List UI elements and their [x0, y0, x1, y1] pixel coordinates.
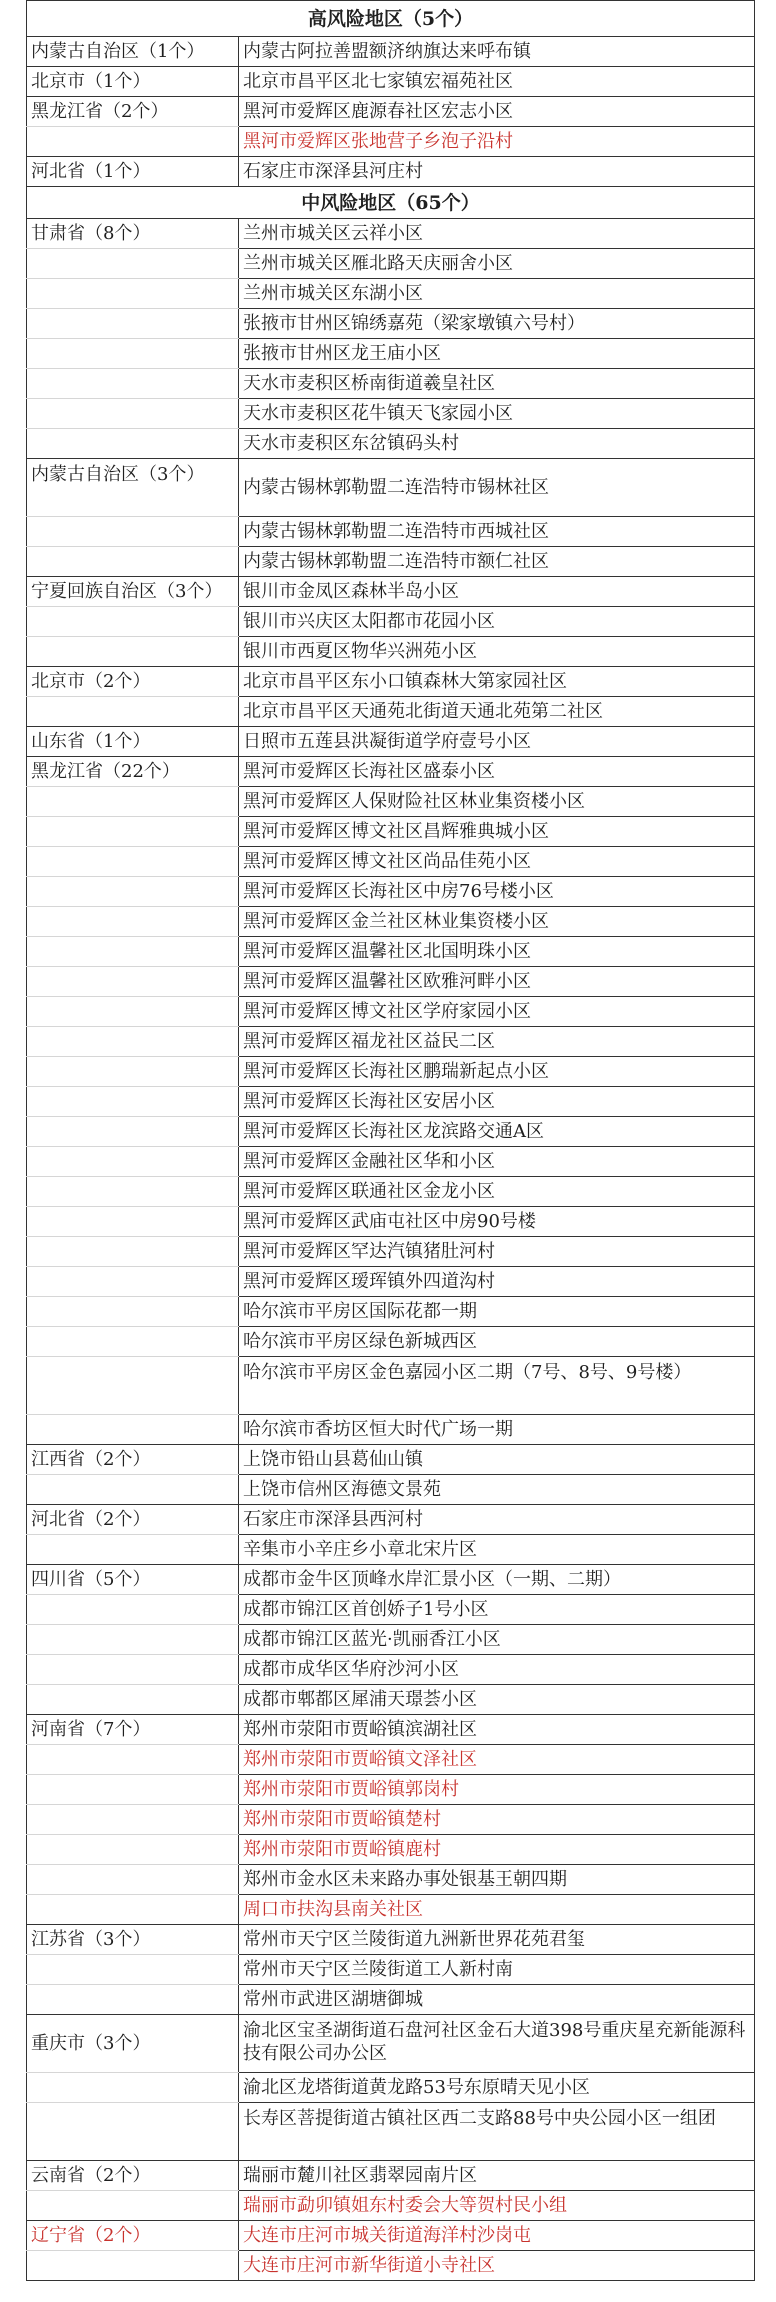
province-cell-empty	[27, 787, 239, 817]
area-cell: 黑河市爱辉区温馨社区北国明珠小区	[239, 937, 755, 967]
province-cell-empty	[27, 309, 239, 339]
province-cell-empty	[27, 1207, 239, 1237]
area-row	[27, 1985, 755, 2015]
area-cell: 黑河市爱辉区鹿源春社区宏志小区	[239, 97, 755, 127]
area-row	[27, 1505, 755, 1535]
area-cell: 哈尔滨市平房区绿色新城西区	[239, 1327, 755, 1357]
area-cell: 北京市昌平区北七家镇宏福苑社区	[239, 67, 755, 97]
area-row	[27, 1117, 755, 1147]
province-cell-empty	[27, 1475, 239, 1505]
area-cell: 黑河市爱辉区长海社区鹏瑞新起点小区	[239, 1057, 755, 1087]
area-row	[27, 1805, 755, 1835]
area-cell: 渝北区宝圣湖街道石盘河社区金石大道398号重庆星充新能源科技有限公司办公区	[239, 2015, 755, 2073]
area-cell: 郑州市荥阳市贾峪镇滨湖社区	[239, 1715, 755, 1745]
province-cell-empty	[27, 547, 239, 577]
area-cell: 黑河市爱辉区福龙社区益民二区	[239, 1027, 755, 1057]
area-row	[27, 369, 755, 399]
area-row	[27, 127, 755, 157]
province-cell-empty	[27, 1267, 239, 1297]
area-cell: 黑河市爱辉区温馨社区欧雅河畔小区	[239, 967, 755, 997]
area-cell: 成都市锦江区蓝光·凯丽香江小区	[239, 1625, 755, 1655]
area-cell: 黑河市爱辉区张地营子乡泡子沿村	[239, 127, 755, 157]
area-row	[27, 1207, 755, 1237]
province-cell: 北京市（1个）	[27, 67, 239, 97]
area-row	[27, 1475, 755, 1505]
province-cell: 宁夏回族自治区（3个）	[27, 577, 239, 607]
province-cell-empty	[27, 2073, 239, 2103]
area-row	[27, 967, 755, 997]
area-cell: 黑河市爱辉区金融社区华和小区	[239, 1147, 755, 1177]
area-cell: 郑州市荥阳市贾峪镇郭岗村	[239, 1775, 755, 1805]
area-cell: 黑河市爱辉区金兰社区林业集资楼小区	[239, 907, 755, 937]
area-cell: 黑河市爱辉区长海社区安居小区	[239, 1087, 755, 1117]
area-cell: 渝北区龙塔街道黄龙路53号东原晴天见小区	[239, 2073, 755, 2103]
province-cell-empty	[27, 339, 239, 369]
area-cell: 内蒙古锡林郭勒盟二连浩特市锡林社区	[239, 459, 755, 517]
section-title: 高风险地区（5个）	[27, 1, 755, 37]
area-row	[27, 2161, 755, 2191]
area-cell: 张掖市甘州区龙王庙小区	[239, 339, 755, 369]
area-cell: 常州市天宁区兰陵街道工人新村南	[239, 1955, 755, 1985]
area-row	[27, 817, 755, 847]
province-cell-empty	[27, 1087, 239, 1117]
province-cell: 甘肃省（8个）	[27, 219, 239, 249]
province-cell: 河北省（1个）	[27, 157, 239, 187]
area-row	[27, 1327, 755, 1357]
area-row	[27, 1237, 755, 1267]
area-cell: 石家庄市深泽县河庄村	[239, 157, 755, 187]
area-row	[27, 937, 755, 967]
area-row	[27, 339, 755, 369]
area-row	[27, 757, 755, 787]
province-cell-empty	[27, 1117, 239, 1147]
area-row	[27, 637, 755, 667]
province-cell-empty	[27, 1595, 239, 1625]
area-cell: 黑河市爱辉区瑷珲镇外四道沟村	[239, 1267, 755, 1297]
province-cell-empty	[27, 937, 239, 967]
area-row	[27, 1655, 755, 1685]
area-cell: 常州市天宁区兰陵街道九洲新世界花苑君玺	[239, 1925, 755, 1955]
area-cell: 黑河市爱辉区联通社区金龙小区	[239, 1177, 755, 1207]
area-cell: 瑞丽市麓川社区翡翠园南片区	[239, 2161, 755, 2191]
province-cell: 黑龙江省（2个）	[27, 97, 239, 127]
province-cell-empty	[27, 877, 239, 907]
area-row	[27, 1955, 755, 1985]
area-row	[27, 517, 755, 547]
area-cell: 天水市麦积区东岔镇码头村	[239, 429, 755, 459]
area-cell: 郑州市金水区未来路办事处银基王朝四期	[239, 1865, 755, 1895]
area-row	[27, 1745, 755, 1775]
province-cell: 内蒙古自治区（1个）	[27, 37, 239, 67]
area-row	[27, 1445, 755, 1475]
province-cell-empty	[27, 1745, 239, 1775]
area-row	[27, 2251, 755, 2281]
area-row	[27, 399, 755, 429]
province-cell: 辽宁省（2个）	[27, 2221, 239, 2251]
province-cell-empty	[27, 697, 239, 727]
province-cell-empty	[27, 1535, 239, 1565]
area-row	[27, 1357, 755, 1415]
area-cell: 黑河市爱辉区博文社区昌辉雅典城小区	[239, 817, 755, 847]
area-row	[27, 1685, 755, 1715]
province-cell-empty	[27, 1027, 239, 1057]
area-row	[27, 67, 755, 97]
area-row	[27, 249, 755, 279]
province-cell-empty	[27, 517, 239, 547]
area-cell: 上饶市铅山县葛仙山镇	[239, 1445, 755, 1475]
area-cell: 哈尔滨市平房区国际花都一期	[239, 1297, 755, 1327]
area-cell: 上饶市信州区海德文景苑	[239, 1475, 755, 1505]
province-cell: 山东省（1个）	[27, 727, 239, 757]
province-cell-empty	[27, 1147, 239, 1177]
province-cell-empty	[27, 279, 239, 309]
province-cell: 河南省（7个）	[27, 1715, 239, 1745]
area-row	[27, 547, 755, 577]
area-cell: 哈尔滨市平房区金色嘉园小区二期（7号、8号、9号楼）	[239, 1357, 755, 1415]
province-cell: 四川省（5个）	[27, 1565, 239, 1595]
area-row	[27, 667, 755, 697]
area-row	[27, 1057, 755, 1087]
area-row	[27, 2103, 755, 2161]
area-cell: 北京市昌平区天通苑北街道天通北苑第二社区	[239, 697, 755, 727]
area-row	[27, 219, 755, 249]
section-title: 中风险地区（65个）	[27, 187, 755, 219]
area-row	[27, 1625, 755, 1655]
area-cell: 黑河市爱辉区博文社区学府家园小区	[239, 997, 755, 1027]
province-cell-empty	[27, 1357, 239, 1415]
province-cell-empty	[27, 607, 239, 637]
province-cell-empty	[27, 399, 239, 429]
province-cell-empty	[27, 1775, 239, 1805]
area-cell: 兰州市城关区东湖小区	[239, 279, 755, 309]
area-cell: 黑河市爱辉区长海社区盛泰小区	[239, 757, 755, 787]
area-row	[27, 847, 755, 877]
area-row	[27, 2015, 755, 2073]
province-cell: 云南省（2个）	[27, 2161, 239, 2191]
province-cell-empty	[27, 817, 239, 847]
area-row	[27, 607, 755, 637]
province-cell-empty	[27, 429, 239, 459]
area-row	[27, 1895, 755, 1925]
area-cell: 北京市昌平区东小口镇森林大第家园社区	[239, 667, 755, 697]
area-row	[27, 2073, 755, 2103]
area-cell: 兰州市城关区雁北路天庆丽舍小区	[239, 249, 755, 279]
area-row	[27, 157, 755, 187]
area-cell: 石家庄市深泽县西河村	[239, 1505, 755, 1535]
area-cell: 成都市金牛区顶峰水岸汇景小区（一期、二期）	[239, 1565, 755, 1595]
province-cell-empty	[27, 967, 239, 997]
area-cell: 成都市锦江区首创娇子1号小区	[239, 1595, 755, 1625]
area-cell: 银川市兴庆区太阳都市花园小区	[239, 607, 755, 637]
area-row	[27, 1535, 755, 1565]
area-row	[27, 877, 755, 907]
province-cell-empty	[27, 2191, 239, 2221]
area-row	[27, 1297, 755, 1327]
province-cell-empty	[27, 1895, 239, 1925]
area-row	[27, 1267, 755, 1297]
province-cell-empty	[27, 2103, 239, 2161]
area-cell: 内蒙古锡林郭勒盟二连浩特市额仁社区	[239, 547, 755, 577]
area-cell: 兰州市城关区云祥小区	[239, 219, 755, 249]
area-row	[27, 1865, 755, 1895]
area-cell: 张掖市甘州区锦绣嘉苑（梁家墩镇六号村）	[239, 309, 755, 339]
province-cell-empty	[27, 1865, 239, 1895]
province-cell-empty	[27, 1177, 239, 1207]
province-cell: 北京市（2个）	[27, 667, 239, 697]
section-header-row	[27, 1, 755, 37]
province-cell-empty	[27, 249, 239, 279]
area-cell: 郑州市荥阳市贾峪镇文泽社区	[239, 1745, 755, 1775]
province-cell-empty	[27, 1415, 239, 1445]
province-cell: 重庆市（3个）	[27, 2015, 239, 2073]
area-cell: 黑河市爱辉区长海社区龙滨路交通A区	[239, 1117, 755, 1147]
area-cell: 哈尔滨市香坊区恒大时代广场一期	[239, 1415, 755, 1445]
area-row	[27, 577, 755, 607]
province-cell-empty	[27, 1955, 239, 1985]
area-row	[27, 1415, 755, 1445]
risk-area-table-body	[27, 1, 755, 2281]
area-cell: 内蒙古锡林郭勒盟二连浩特市西城社区	[239, 517, 755, 547]
province-cell: 河北省（2个）	[27, 1505, 239, 1535]
province-cell-empty	[27, 127, 239, 157]
area-row	[27, 1027, 755, 1057]
province-cell-empty	[27, 1057, 239, 1087]
province-cell-empty	[27, 1625, 239, 1655]
area-cell: 银川市金凤区森林半岛小区	[239, 577, 755, 607]
area-row	[27, 1565, 755, 1595]
area-cell: 长寿区菩提街道古镇社区西二支路88号中央公园小区一组团	[239, 2103, 755, 2161]
area-cell: 黑河市爱辉区罕达汽镇猪肚河村	[239, 1237, 755, 1267]
section-header-row	[27, 187, 755, 219]
area-cell: 内蒙古阿拉善盟额济纳旗达来呼布镇	[239, 37, 755, 67]
area-row	[27, 2191, 755, 2221]
area-cell: 银川市西夏区物华兴洲苑小区	[239, 637, 755, 667]
area-row	[27, 1147, 755, 1177]
province-cell-empty	[27, 997, 239, 1027]
area-cell: 郑州市荥阳市贾峪镇楚村	[239, 1805, 755, 1835]
area-cell: 黑河市爱辉区长海社区中房76号楼小区	[239, 877, 755, 907]
area-row	[27, 697, 755, 727]
area-row	[27, 1087, 755, 1117]
province-cell: 内蒙古自治区（3个）	[27, 459, 239, 517]
area-cell: 常州市武进区湖塘御城	[239, 1985, 755, 2015]
area-row	[27, 1715, 755, 1745]
area-row	[27, 1177, 755, 1207]
risk-area-table	[26, 0, 755, 2281]
area-row	[27, 279, 755, 309]
province-cell-empty	[27, 1685, 239, 1715]
area-cell: 日照市五莲县洪凝街道学府壹号小区	[239, 727, 755, 757]
area-row	[27, 787, 755, 817]
province-cell-empty	[27, 637, 239, 667]
area-row	[27, 1595, 755, 1625]
area-cell: 黑河市爱辉区人保财险社区林业集资楼小区	[239, 787, 755, 817]
area-cell: 天水市麦积区桥南街道羲皇社区	[239, 369, 755, 399]
area-cell: 黑河市爱辉区博文社区尚品佳苑小区	[239, 847, 755, 877]
area-row	[27, 1925, 755, 1955]
province-cell-empty	[27, 907, 239, 937]
province-cell: 江西省（2个）	[27, 1445, 239, 1475]
area-cell: 郑州市荥阳市贾峪镇鹿村	[239, 1835, 755, 1865]
area-row	[27, 309, 755, 339]
province-cell-empty	[27, 1327, 239, 1357]
province-cell-empty	[27, 847, 239, 877]
province-cell-empty	[27, 1985, 239, 2015]
area-cell: 瑞丽市勐卯镇姐东村委会大等贺村民小组	[239, 2191, 755, 2221]
area-row	[27, 37, 755, 67]
area-row	[27, 997, 755, 1027]
area-cell: 黑河市爱辉区武庙屯社区中房90号楼	[239, 1207, 755, 1237]
area-cell: 大连市庄河市城关街道海洋村沙岗屯	[239, 2221, 755, 2251]
province-cell: 黑龙江省（22个）	[27, 757, 239, 787]
province-cell: 江苏省（3个）	[27, 1925, 239, 1955]
area-cell: 成都市郫都区犀浦天璟荟小区	[239, 1685, 755, 1715]
area-row	[27, 97, 755, 127]
area-cell: 大连市庄河市新华街道小寺社区	[239, 2251, 755, 2281]
province-cell-empty	[27, 1237, 239, 1267]
area-row	[27, 727, 755, 757]
province-cell-empty	[27, 1297, 239, 1327]
province-cell-empty	[27, 2251, 239, 2281]
area-row	[27, 1835, 755, 1865]
area-cell: 辛集市小辛庄乡小章北宋片区	[239, 1535, 755, 1565]
area-row	[27, 459, 755, 517]
province-cell-empty	[27, 1835, 239, 1865]
area-row	[27, 1775, 755, 1805]
area-row	[27, 429, 755, 459]
area-row	[27, 907, 755, 937]
province-cell-empty	[27, 1805, 239, 1835]
province-cell-empty	[27, 369, 239, 399]
province-cell-empty	[27, 1655, 239, 1685]
area-cell: 天水市麦积区花牛镇天飞家园小区	[239, 399, 755, 429]
area-cell: 成都市成华区华府沙河小区	[239, 1655, 755, 1685]
area-cell: 周口市扶沟县南关社区	[239, 1895, 755, 1925]
area-row	[27, 2221, 755, 2251]
